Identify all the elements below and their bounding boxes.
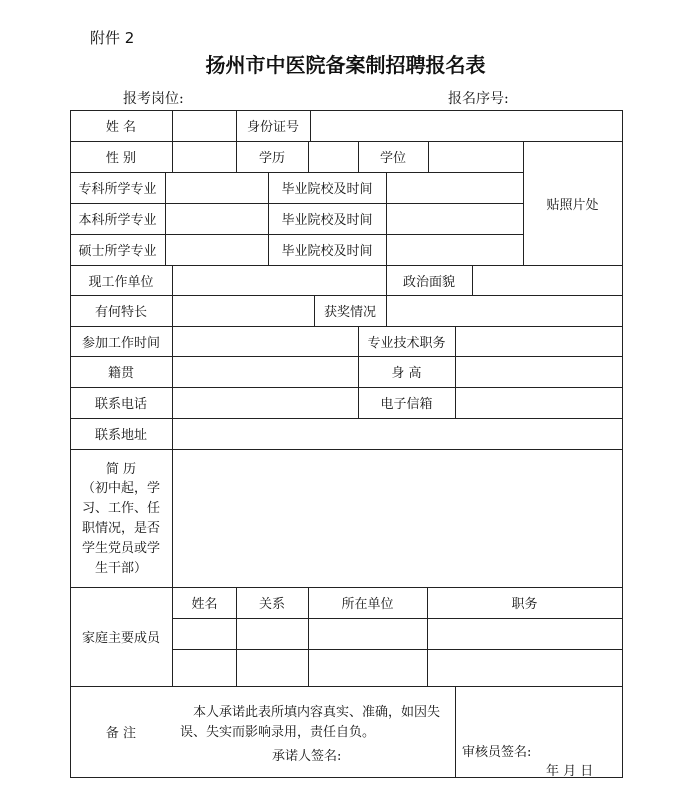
current-employer-label: 现工作单位 <box>88 274 154 290</box>
degree-label: 学位 <box>379 151 406 166</box>
phone-label: 联系电话 <box>94 397 147 412</box>
graduation-school-time-label: 毕业院校及时间 <box>281 182 373 197</box>
bachelor-major-label: 本科所学专业 <box>78 213 157 228</box>
height-label: 身 高 <box>391 366 422 381</box>
reviewer-signature-label: 审核员签名: <box>462 745 532 760</box>
form-title: 扬州市中医院备案制招聘报名表 <box>205 53 486 77</box>
resume-label <box>70 449 172 587</box>
applicant-signature-label: 承诺人签名: <box>272 749 342 764</box>
master-major-label: 硕士所学专业 <box>78 244 157 259</box>
education-label: 学历 <box>258 151 285 166</box>
email-label: 电子信箱 <box>380 397 433 412</box>
position-label: 报考岗位: <box>123 91 184 107</box>
date-label: 年 月 日 <box>546 764 594 779</box>
photo-placeholder: 贴照片处 <box>546 197 599 213</box>
political-status-label: 政治面貌 <box>402 274 455 290</box>
resume-note: （初中起，学习、工作、任职情况，是否学生党员或学生干部） <box>81 480 160 576</box>
work-start-date-label: 参加工作时间 <box>81 335 160 351</box>
graduation-school-time-label: 毕业院校及时间 <box>281 213 373 228</box>
family-col-position: 职务 <box>511 597 538 612</box>
family-col-employer: 所在单位 <box>341 597 394 612</box>
awards-label: 获奖情况 <box>323 305 376 320</box>
id-number-label: 身份证号 <box>246 120 299 135</box>
resume-title: 简 历 <box>105 461 137 477</box>
family-col-relation: 关系 <box>258 597 285 612</box>
graduation-school-time-label: 毕业院校及时间 <box>281 244 373 259</box>
remarks-label: 备 注 <box>105 726 137 741</box>
family-col-name: 姓名 <box>191 597 218 612</box>
professional-title-label: 专业技术职务 <box>367 335 446 351</box>
junior-college-major-label: 专科所学专业 <box>78 182 157 197</box>
serial-number-label: 报名序号: <box>448 91 509 107</box>
pledge-text: 本人承诺此表所填内容真实、准确，如因失误、失实而影响录用，责任自负。 <box>180 705 441 740</box>
address-label: 联系地址 <box>94 428 147 443</box>
gender-label: 性 别 <box>105 151 137 166</box>
family-members-label: 家庭主要成员 <box>81 631 160 646</box>
name-label: 姓 名 <box>105 120 137 135</box>
specialty-label: 有何特长 <box>94 305 147 320</box>
native-place-label: 籍贯 <box>107 366 134 381</box>
attachment-label: 附件 2 <box>90 29 135 47</box>
